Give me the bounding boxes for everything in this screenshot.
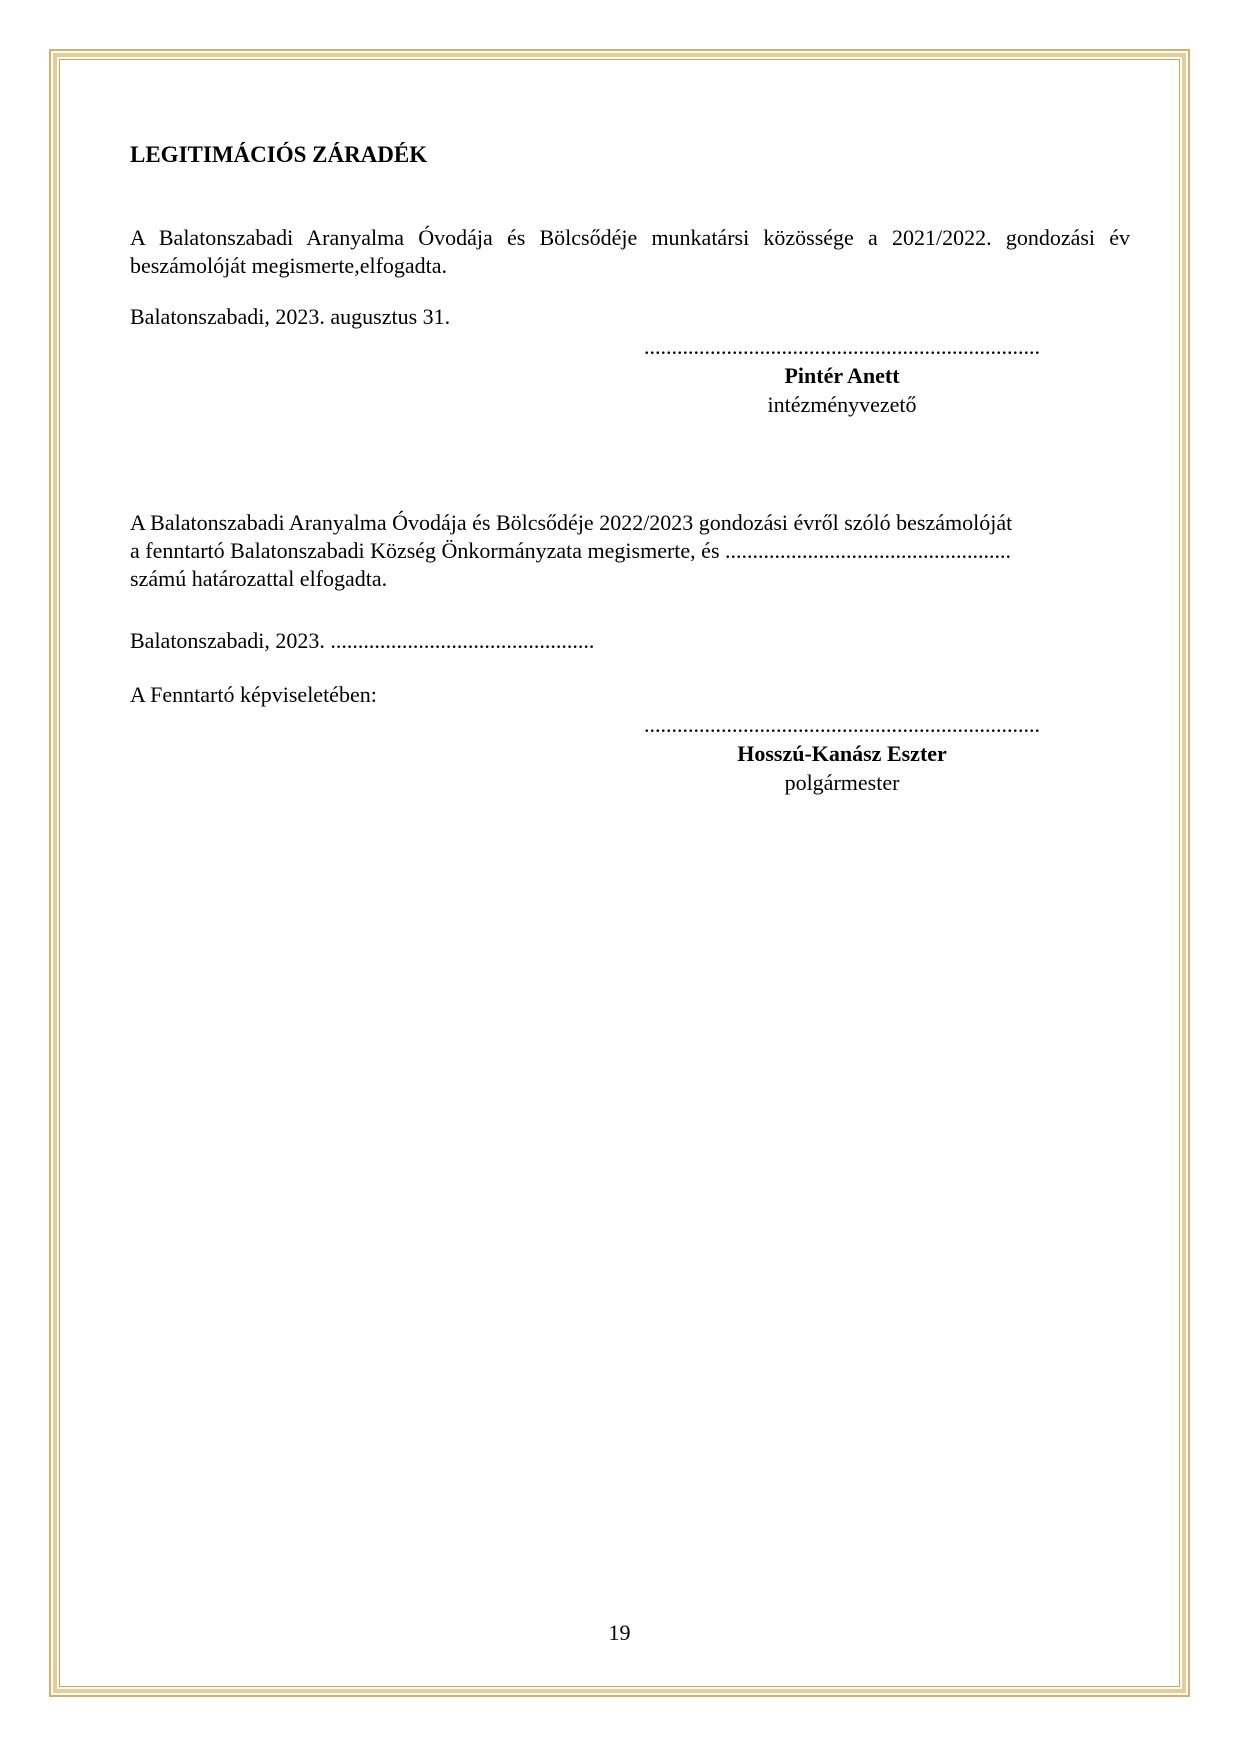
page-number: 19 [608,1620,631,1645]
section1-date-line: Balatonszabadi, 2023. augusztus 31. [130,304,451,329]
signature-line: ........................................................................ [644,712,1040,737]
section1-signature-block [617,332,1067,419]
section1-paragraph: A Balatonszabadi Aranyalma Óvodája és Bölcsődéje munkatársi közössége a 2021/2022. gondozási év beszámolóját megismerte,elfogadta. [130,225,1130,278]
signatory-name: Pintér Anett [784,363,900,388]
document-heading: LEGITIMÁCIÓS ZÁRADÉK [130,142,428,167]
signature-line: ........................................................................ [644,334,1040,359]
representative-label: A Fenntartó képviseletében: [130,682,377,707]
section2-paragraph-line1: A Balatonszabadi Aranyalma Óvodája és Bölcsődéje 2022/2023 gondozási évről szóló beszámolóját [130,510,1013,535]
section2-paragraph-line3: számú határozattal elfogadta. [130,566,388,591]
section2-signature-block [617,710,1067,797]
signatory-title: polgármester [784,770,900,795]
signatory-title: intézményvezető [767,392,917,417]
section2-paragraph-line2: a fenntartó Balatonszabadi Község Önkormányzata megismerte, és .................................................... [130,538,1011,563]
section2-date-line: Balatonszabadi, 2023. ................................................ [130,628,595,653]
signatory-name: Hosszú-Kanász Eszter [737,741,947,766]
